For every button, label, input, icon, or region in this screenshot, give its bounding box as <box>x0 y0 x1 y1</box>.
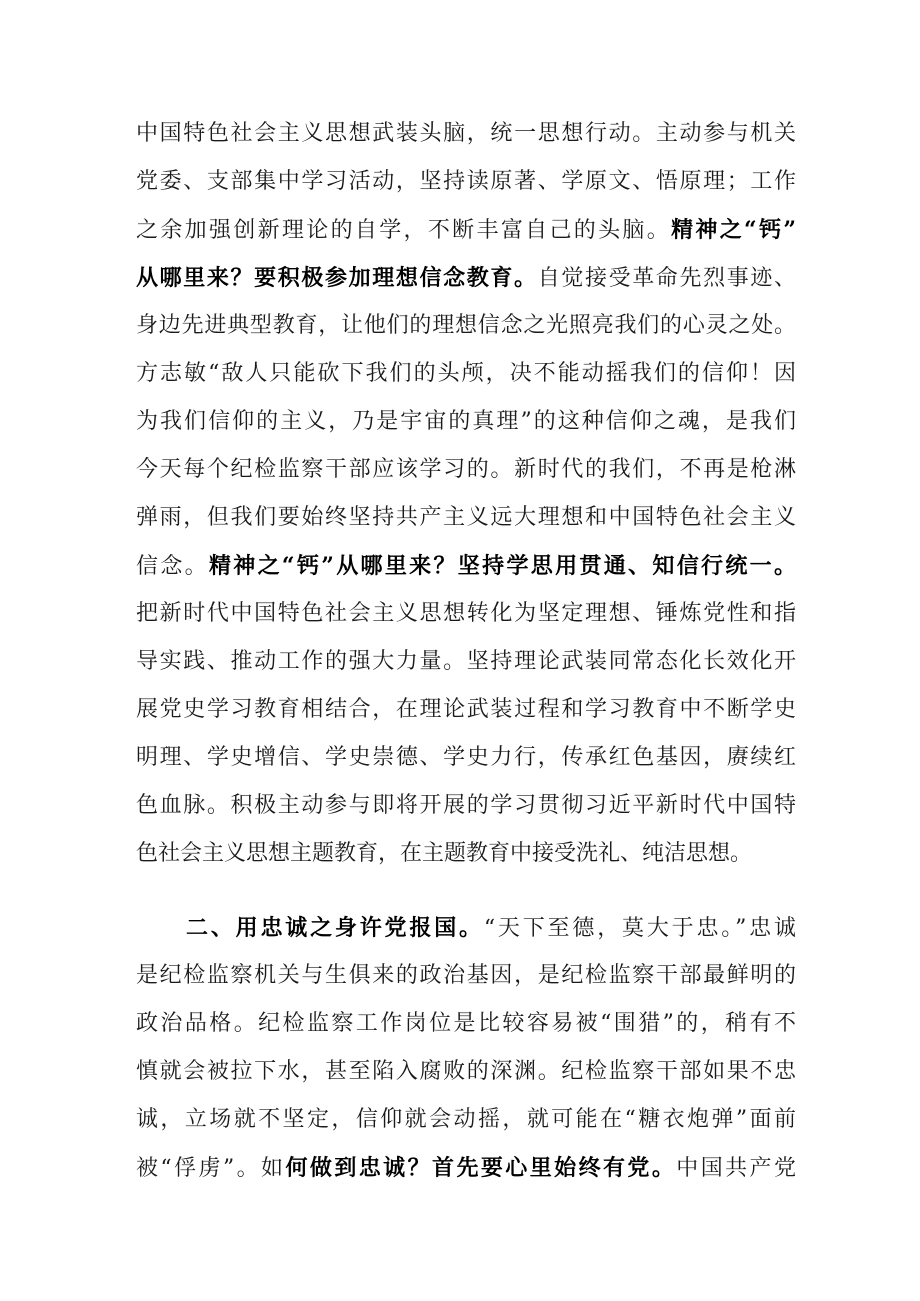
text-line <box>136 1100 796 1140</box>
text-run: 诚，立场就不坚定，信仰就会动摇，就可能在“糖衣炮弹”面前 <box>136 1107 796 1132</box>
text-line <box>136 786 796 826</box>
text-line <box>136 114 796 154</box>
text-run: 弹雨，但我们要始终坚持共产主义远大理想和中国特色社会主义 <box>136 505 796 530</box>
text-run: 色血脉。积极主动参与即将开展的学习贯彻习近平新时代中国特 <box>136 793 796 818</box>
text-run: 是纪检监察机关与生俱来的政治基因，是纪检监察干部最鲜明的 <box>136 963 796 988</box>
text-run: 把新时代中国特色社会主义思想转化为坚定理想、锤炼党性和指 <box>136 601 796 626</box>
text-run: 政治品格。纪检监察工作岗位是比较容易被“围猎”的，稍有不 <box>136 1011 796 1036</box>
text-line <box>136 642 796 682</box>
text-line <box>136 594 796 634</box>
text-line <box>136 498 796 538</box>
text-line <box>136 546 796 586</box>
text-line <box>136 306 796 346</box>
text-line <box>136 1052 796 1092</box>
text-line <box>136 258 796 298</box>
text-run: 导实践、推动工作的强大力量。坚持理论武装同常态化长效化开 <box>136 649 796 674</box>
text-line <box>136 690 796 730</box>
text-run: 今天每个纪检监察干部应该学习的。新时代的我们，不再是枪淋 <box>136 457 796 482</box>
text-line <box>136 956 796 996</box>
text-run: 展党史学习教育相结合，在理论武装过程和学习教育中不断学史 <box>136 697 796 722</box>
text-run: 为我们信仰的主义，乃是宇宙的真理”的这种信仰之魂，是我们 <box>136 409 796 434</box>
text-line <box>136 1148 796 1188</box>
bold-heading-run: 从哪里来？要积极参加理想信念教育。 <box>136 265 538 291</box>
text-run: 自觉接受革命先烈事迹、 <box>537 266 796 291</box>
bold-heading-run: 精神之“钙” <box>671 217 796 243</box>
text-run: 中国共产党 <box>676 1156 796 1181</box>
text-line <box>136 1004 796 1044</box>
text-line <box>186 908 796 948</box>
section-heading: 二、用忠诚之身许党报国。 <box>186 915 484 941</box>
text-line <box>136 402 796 442</box>
text-run: 明理、学史增信、学史崇德、学史力行，传承红色基因，赓续红 <box>136 745 796 770</box>
text-line <box>136 354 796 394</box>
text-line <box>136 450 796 490</box>
text-run: 慎就会被拉下水，甚至陷入腐败的深渊。纪检监察干部如果不忠 <box>136 1059 796 1084</box>
bold-heading-run: 精神之“钙”从哪里来？坚持学思用贯通、知信行统一。 <box>208 553 796 579</box>
text-run: 色社会主义思想主题教育，在主题教育中接受洗礼、纯洁思想。 <box>136 841 753 866</box>
text-line <box>136 834 796 874</box>
text-run: 被“俘虏”。如 <box>136 1156 286 1181</box>
text-run: “天下至德，莫大于忠。”忠诚 <box>483 916 796 941</box>
text-line <box>136 210 796 250</box>
text-run: 中国特色社会主义思想武装头脑，统一思想行动。主动参与机关 <box>136 121 796 146</box>
text-run: 方志敏“敌人只能砍下我们的头颅，决不能动摇我们的信仰！因 <box>136 361 796 386</box>
text-run: 党委、支部集中学习活动，坚持读原著、学原文、悟原理；工作 <box>136 169 796 194</box>
bold-heading-run: 何做到忠诚？首先要心里始终有党。 <box>285 1155 677 1181</box>
text-run: 身边先进典型教育，让他们的理想信念之光照亮我们的心灵之处。 <box>136 313 796 338</box>
text-line <box>136 162 796 202</box>
text-run: 信念。 <box>136 554 209 579</box>
text-run: 之余加强创新理论的自学，不断丰富自己的头脑。 <box>136 218 672 243</box>
text-line <box>136 738 796 778</box>
